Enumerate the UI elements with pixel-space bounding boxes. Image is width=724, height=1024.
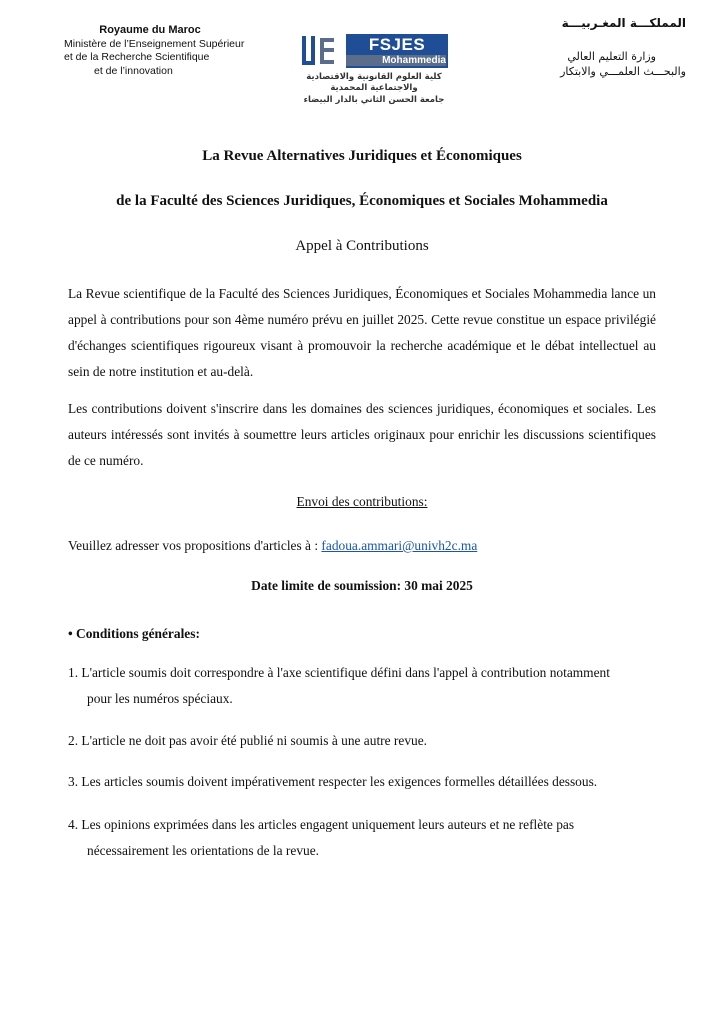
logo-name: FSJES xyxy=(368,35,426,54)
submission-heading: Envoi des contributions: xyxy=(296,494,428,509)
call-subtitle: Appel à Contributions xyxy=(295,238,429,254)
logo-arabic-line-3: جامعة الحسن الثاني بالدار البيضاء xyxy=(303,95,445,105)
contact-email-link[interactable]: fadoua.ammari@univh2c.ma xyxy=(321,538,478,553)
intro-paragraph: La Revue scientifique de la Faculté des Sciences Juridiques, Économiques et Sociales Mohammedia lance un appel à contributions pour son 4ème numéro prévu en juillet 2025. Cette revue constitue un espace privilégié d'échanges scientifiques rigoureux visant à promouvoir la recherche académique et le débat intellectuel au sein de notre institution et au-delà. xyxy=(68,286,656,379)
ministry-line-3: et de l’innovation xyxy=(94,64,173,77)
header-french-block xyxy=(40,24,260,78)
ministry-ar-line-2: والبحـــث العلمـــي والابتكار xyxy=(560,65,686,78)
submission-instruction xyxy=(68,533,656,559)
ministry-ar-line-1: وزارة التعليم العالي xyxy=(567,50,656,63)
condition-1-line-2: pour les numéros spéciaux. xyxy=(87,691,233,706)
condition-item-1 xyxy=(68,660,656,712)
kingdom-name-ar: المملكـــة المغـربيـــة xyxy=(561,16,686,30)
conditions-heading: • Conditions générales: xyxy=(68,626,200,641)
journal-title-line-2: de la Faculté des Sciences Juridiques, Économiques et Sociales Mohammedia xyxy=(116,193,608,209)
logo-arabic-line-2: والاجتماعية المحمدية xyxy=(330,83,418,93)
scope-paragraph: Les contributions doivent s'inscrire dans les domaines des sciences juridiques, économiques et sociales. Les auteurs intéressés sont invités à soumettre leurs articles originaux pour enrichir les discussions scientifiques de ce numéro. xyxy=(68,401,656,468)
logo-arabic-line-1: كلية العلوم القانونية والاقتصادية xyxy=(306,72,442,82)
condition-item-3: 3. Les articles soumis doivent impérativement respecter les exigences formelles détaillées dessous. xyxy=(68,774,598,789)
ministry-line-1: Ministère de l’Enseignement Supérieur xyxy=(64,37,245,50)
condition-4-line-2: nécessairement les orientations de la revue. xyxy=(87,843,320,858)
condition-4-line-1: 4. Les opinions exprimées dans les articles engagent uniquement leurs auteurs et ne reflète pas xyxy=(68,817,575,832)
journal-title-line-1: La Revue Alternatives Juridiques et Économiques xyxy=(202,148,522,164)
deadline-notice: Date limite de soumission: 30 mai 2025 xyxy=(251,578,473,593)
condition-item-4 xyxy=(68,812,656,864)
header-arabic-block xyxy=(516,16,686,79)
logo-city: Mohammedia xyxy=(346,55,446,66)
logo-name-box xyxy=(346,34,448,68)
university-mark-icon xyxy=(300,34,338,74)
fsjes-logo xyxy=(296,34,456,108)
submission-text: Veuillez adresser vos propositions d'articles à : xyxy=(68,538,322,553)
kingdom-name-fr: Royaume du Maroc xyxy=(99,24,201,36)
condition-1-line-1: 1. L'article soumis doit correspondre à l'axe scientifique défini dans l'appel à contribution notamment xyxy=(68,665,610,680)
condition-item-2: 2. L'article ne doit pas avoir été publié ni soumis à une autre revue. xyxy=(68,733,428,748)
ministry-line-2: et de la Recherche Scientifique xyxy=(64,51,210,63)
